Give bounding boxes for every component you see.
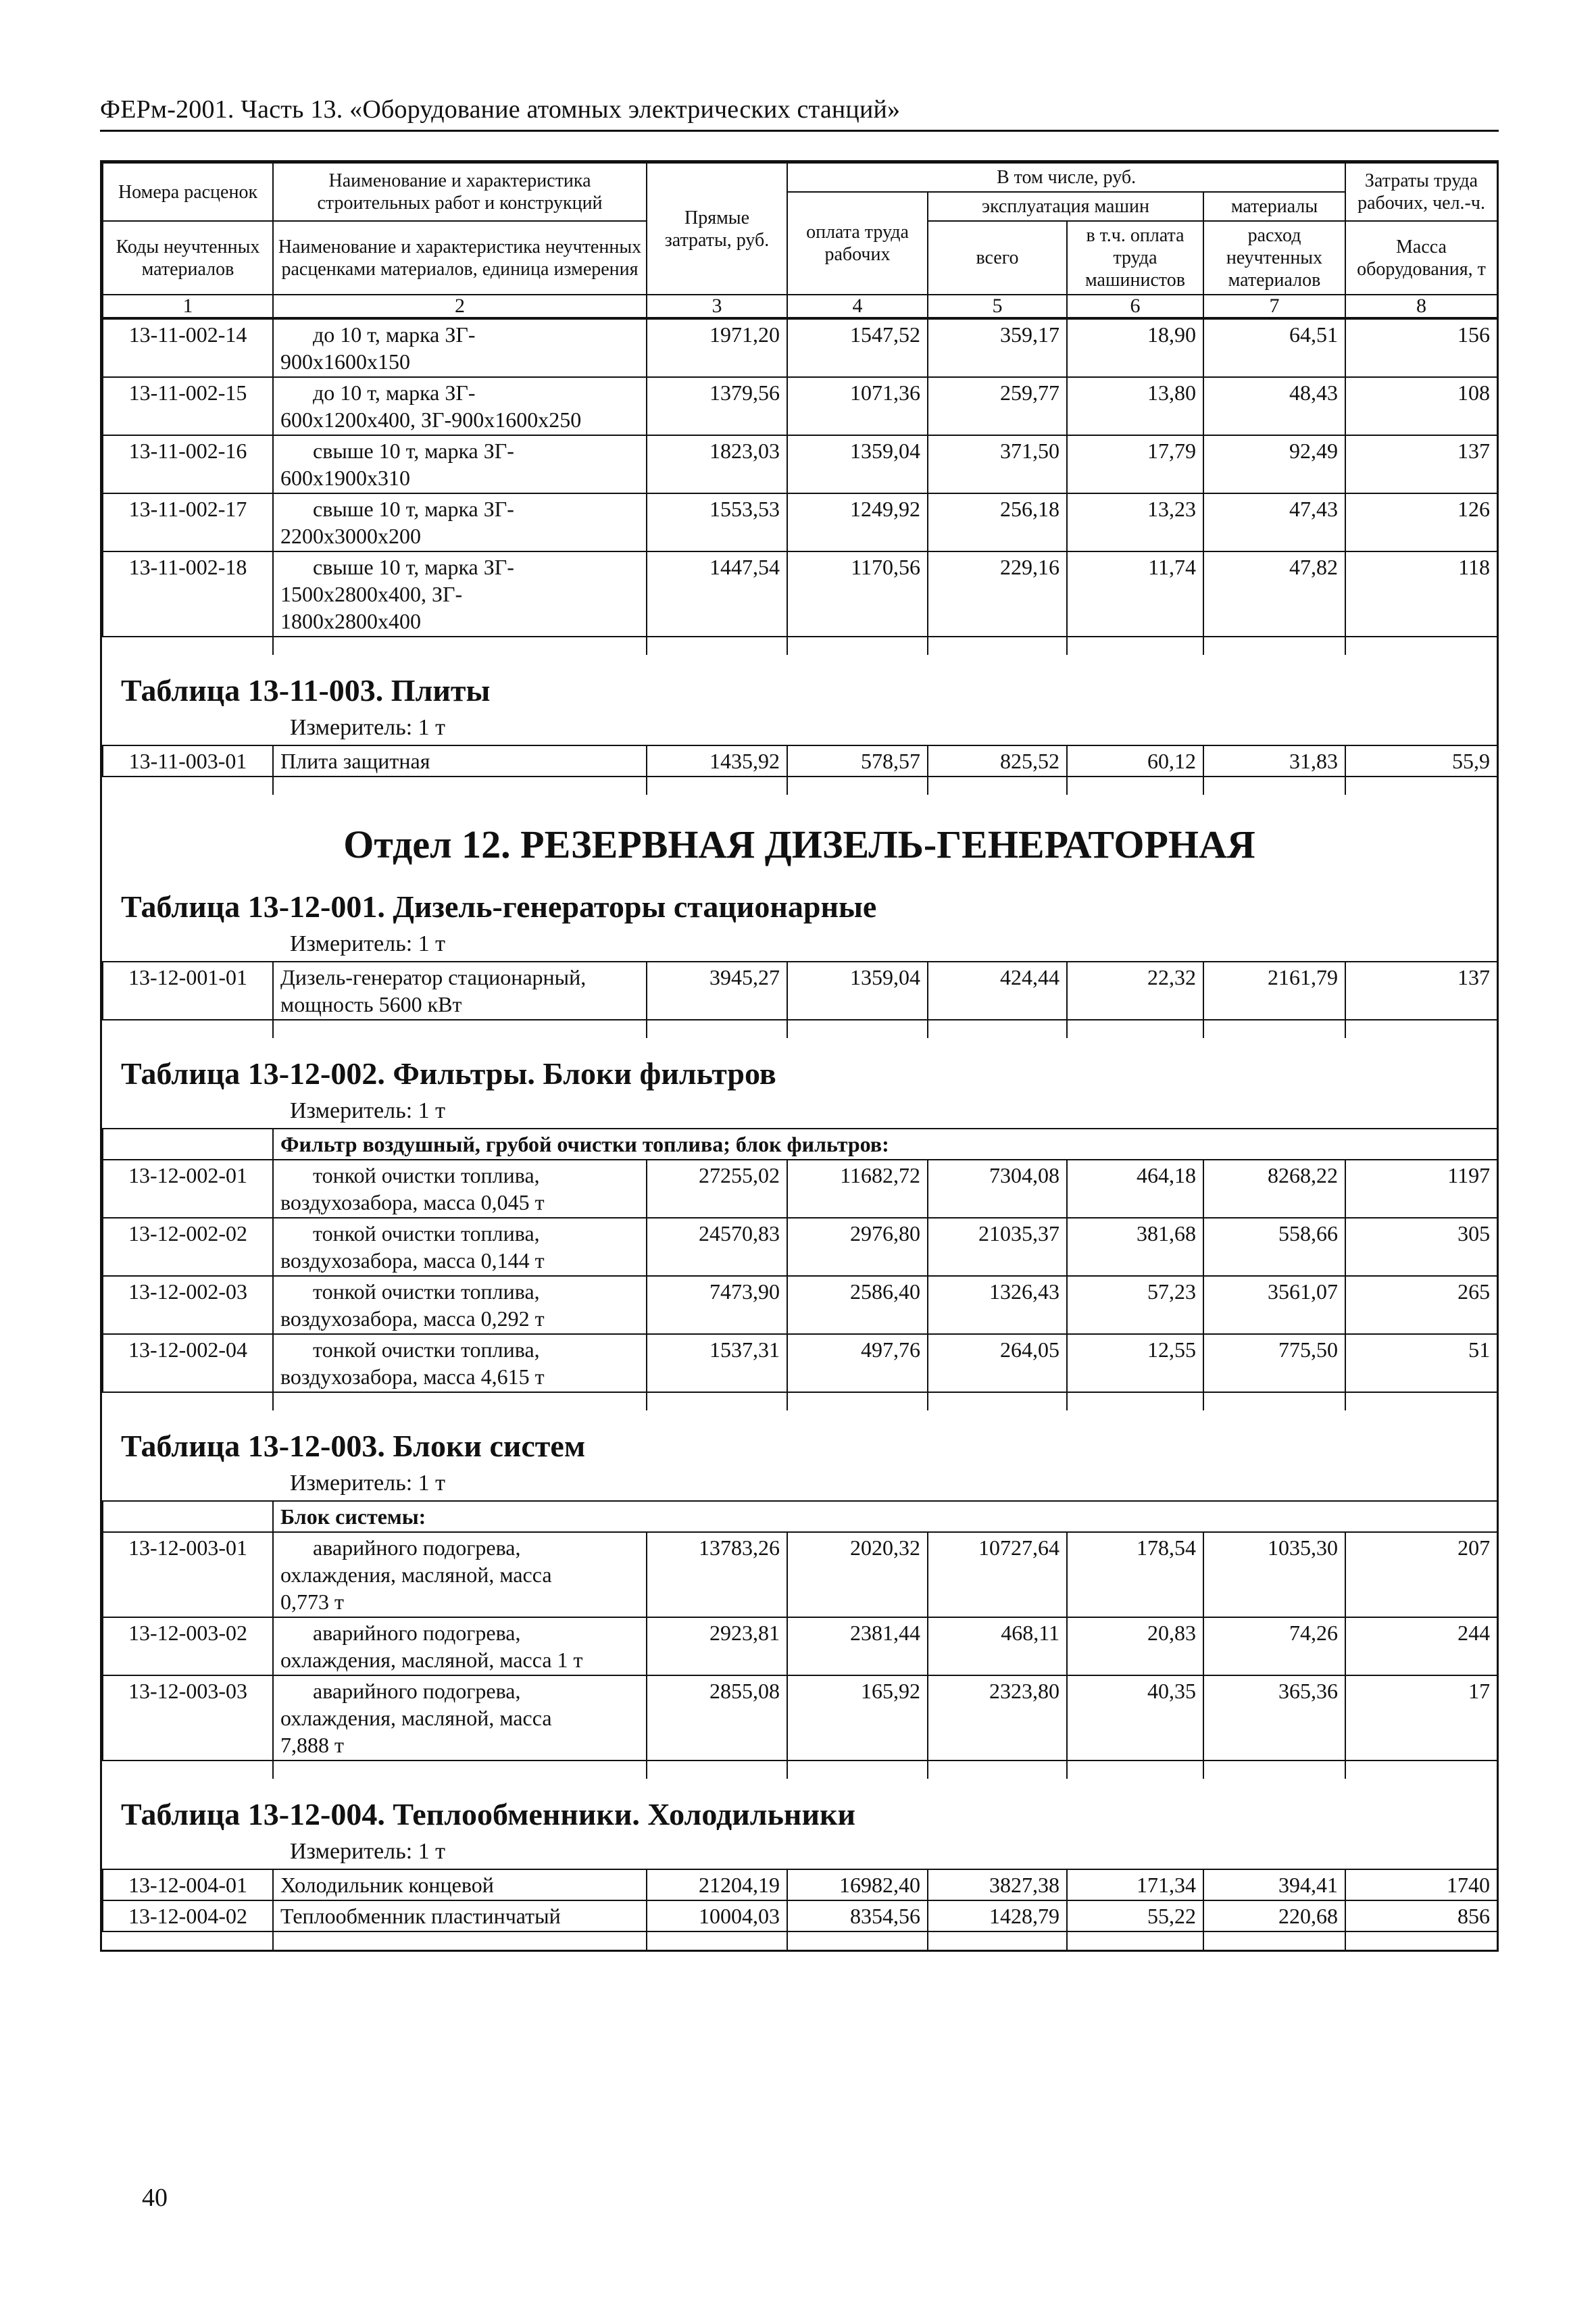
labor-pay-value: 1071,36 (787, 377, 928, 435)
page-number: 40 (142, 2184, 168, 2212)
rate-description (273, 493, 647, 551)
rate-description (273, 319, 647, 377)
spacer-row (103, 637, 1497, 655)
spacer-cell (1067, 1020, 1203, 1038)
spacer-cell (1203, 637, 1345, 655)
labor-pay-value: 2976,80 (787, 1218, 928, 1276)
header-unaccounted-materials: расход неучтенных материалов (1203, 221, 1345, 295)
rate-code: 13-11-002-16 (103, 435, 273, 493)
operators-pay-value: 40,35 (1067, 1675, 1203, 1761)
column-number: 7 (1203, 295, 1345, 318)
spacer-cell (928, 777, 1067, 795)
materials-value: 48,43 (1203, 377, 1345, 435)
description-line: Холодильник концевой (280, 1873, 494, 1897)
direct-costs-value: 21204,19 (647, 1869, 787, 1900)
table-row (103, 1617, 1497, 1675)
labor-pay-value: 1170,56 (787, 551, 928, 637)
spacer-cell (1345, 1392, 1497, 1410)
column-number: 6 (1067, 295, 1203, 318)
operators-pay-value: 20,83 (1067, 1617, 1203, 1675)
spacer-cell (1203, 1931, 1345, 1950)
description-line: до 10 т, марка ЗГ- (313, 322, 476, 347)
machines-total-value: 371,50 (928, 435, 1067, 493)
table-row (103, 745, 1497, 777)
description-line: охлаждения, масляной, масса (280, 1562, 552, 1587)
labor-hours-value: 244 (1345, 1617, 1497, 1675)
machines-total-value: 1428,79 (928, 1900, 1067, 1931)
machines-total-value: 256,18 (928, 493, 1067, 551)
spacer-cell (1203, 777, 1345, 795)
rate-description (273, 551, 647, 637)
rate-code: 13-11-002-14 (103, 319, 273, 377)
materials-value: 31,83 (1203, 745, 1345, 777)
labor-hours-value: 207 (1345, 1532, 1497, 1617)
column-number: 5 (928, 295, 1067, 318)
machines-total-value: 424,44 (928, 962, 1067, 1020)
machines-total-value: 359,17 (928, 319, 1067, 377)
table-row (103, 1869, 1497, 1900)
labor-pay-value: 1547,52 (787, 319, 928, 377)
direct-costs-value: 1553,53 (647, 493, 787, 551)
spacer-cell (1203, 1761, 1345, 1779)
measure-13-12-002: Измеритель: 1 т (290, 1098, 446, 1123)
materials-value: 74,26 (1203, 1617, 1345, 1675)
description-line: аварийного подогрева, (313, 1679, 521, 1703)
spacer-row (103, 1761, 1497, 1779)
labor-pay-value: 16982,40 (787, 1869, 928, 1900)
description-line: тонкой очистки топлива, (313, 1163, 540, 1187)
description-line: воздухозабора, масса 0,144 т (280, 1248, 545, 1273)
rate-code: 13-12-003-02 (103, 1617, 273, 1675)
spacer-cell (103, 637, 273, 655)
rate-code: 13-12-002-02 (103, 1218, 273, 1276)
rate-code: 13-11-002-17 (103, 493, 273, 551)
rows-13-12-003 (102, 1500, 1498, 1779)
materials-value: 47,43 (1203, 493, 1345, 551)
running-header: ФЕРм-2001. Часть 13. «Оборудование атомных электрических станций» (100, 95, 1499, 132)
spacer-cell (1067, 1392, 1203, 1410)
rate-code: 13-12-002-04 (103, 1334, 273, 1392)
direct-costs-value: 3945,27 (647, 962, 787, 1020)
rate-code: 13-12-004-02 (103, 1900, 273, 1931)
header-including: В том числе, руб. (787, 163, 1345, 192)
materials-value: 775,50 (1203, 1334, 1345, 1392)
description-line: свыше 10 т, марка ЗГ- (313, 497, 514, 521)
operators-pay-value: 13,80 (1067, 377, 1203, 435)
materials-value: 1035,30 (1203, 1532, 1345, 1617)
materials-value: 47,82 (1203, 551, 1345, 637)
description-line: 1800х2800х400 (280, 609, 421, 633)
operators-pay-value: 18,90 (1067, 319, 1203, 377)
description-line: 2200х3000х200 (280, 524, 421, 548)
rate-description (273, 1617, 647, 1675)
table-title-13-12-002: Таблица 13-12-002. Фильтры. Блоки фильтров (121, 1056, 776, 1091)
materials-value: 3561,07 (1203, 1276, 1345, 1334)
description-line: 900х1600х150 (280, 349, 410, 374)
table-row (103, 1218, 1497, 1276)
spacer-cell (103, 1761, 273, 1779)
operators-pay-value: 17,79 (1067, 435, 1203, 493)
labor-hours-value: 55,9 (1345, 745, 1497, 777)
rate-code: 13-12-003-03 (103, 1675, 273, 1761)
column-number: 1 (103, 295, 273, 318)
spacer-cell (928, 1392, 1067, 1410)
group-code-cell (103, 1501, 273, 1532)
spacer-cell (1345, 777, 1497, 795)
rows-13-12-002 (102, 1128, 1498, 1410)
spacer-cell (273, 1392, 647, 1410)
spacer-cell (647, 1020, 787, 1038)
spacer-cell (103, 1931, 273, 1950)
description-line: охлаждения, масляной, масса 1 т (280, 1648, 583, 1672)
labor-hours-value: 1197 (1345, 1160, 1497, 1218)
operators-pay-value: 178,54 (1067, 1532, 1203, 1617)
rate-description (273, 1276, 647, 1334)
header-labor-pay: оплата труда рабочих (787, 192, 928, 295)
column-header-table (102, 162, 1498, 318)
rate-description (273, 377, 647, 435)
header-material-codes: Коды неучтенных материалов (103, 221, 273, 295)
group-heading: Блок системы: (273, 1501, 1497, 1532)
operators-pay-value: 55,22 (1067, 1900, 1203, 1931)
materials-value: 558,66 (1203, 1218, 1345, 1276)
direct-costs-value: 24570,83 (647, 1218, 787, 1276)
spacer-cell (1345, 1931, 1497, 1950)
direct-costs-value: 27255,02 (647, 1160, 787, 1218)
labor-pay-value: 497,76 (787, 1334, 928, 1392)
operators-pay-value: 57,23 (1067, 1276, 1203, 1334)
description-line: Теплообменник пластинчатый (280, 1904, 561, 1928)
header-equipment-mass: Масса оборудования, т (1345, 221, 1497, 295)
labor-hours-value: 118 (1345, 551, 1497, 637)
labor-pay-value: 8354,56 (787, 1900, 928, 1931)
header-material-names: Наименование и характеристика неучтенных расценками материалов, единица измерения (273, 221, 647, 295)
operators-pay-value: 171,34 (1067, 1869, 1203, 1900)
rate-description (273, 1675, 647, 1761)
description-line: аварийного подогрева, (313, 1535, 521, 1560)
spacer-cell (103, 1392, 273, 1410)
labor-pay-value: 2381,44 (787, 1617, 928, 1675)
spacer-cell (787, 1931, 928, 1950)
direct-costs-value: 2855,08 (647, 1675, 787, 1761)
description-line: 600х1200х400, ЗГ-900х1600х250 (280, 408, 582, 432)
labor-hours-value: 265 (1345, 1276, 1497, 1334)
table-row (103, 1334, 1497, 1392)
spacer-row (103, 1931, 1497, 1950)
header-machines: эксплуатация машин (928, 192, 1203, 221)
direct-costs-value: 1447,54 (647, 551, 787, 637)
rate-description (273, 1218, 647, 1276)
description-line: 1500х2800х400, ЗГ- (280, 582, 463, 606)
rows-13-12-004 (102, 1869, 1498, 1950)
labor-hours-value: 108 (1345, 377, 1497, 435)
machines-total-value: 2323,80 (928, 1675, 1067, 1761)
rate-code: 13-12-001-01 (103, 962, 273, 1020)
column-number: 4 (787, 295, 928, 318)
labor-pay-value: 1359,04 (787, 435, 928, 493)
spacer-cell (647, 1392, 787, 1410)
labor-hours-value: 51 (1345, 1334, 1497, 1392)
spacer-cell (928, 637, 1067, 655)
measure-13-12-003: Измеритель: 1 т (290, 1471, 446, 1496)
rates-frame (100, 160, 1499, 1952)
column-number: 3 (647, 295, 787, 318)
measure-13-12-001: Измеритель: 1 т (290, 931, 446, 956)
machines-total-value: 468,11 (928, 1617, 1067, 1675)
operators-pay-value: 464,18 (1067, 1160, 1203, 1218)
rate-description (273, 962, 647, 1020)
rate-description (273, 1869, 647, 1900)
rows-13-12-001 (102, 961, 1498, 1038)
spacer-cell (1067, 1761, 1203, 1779)
machines-total-value: 10727,64 (928, 1532, 1067, 1617)
machines-total-value: 1326,43 (928, 1276, 1067, 1334)
table-row (103, 1675, 1497, 1761)
description-line: воздухозабора, масса 4,615 т (280, 1364, 545, 1389)
spacer-cell (647, 1931, 787, 1950)
document-page (100, 95, 1499, 1952)
operators-pay-value: 11,74 (1067, 551, 1203, 637)
description-line: мощность 5600 кВт (280, 992, 462, 1016)
spacer-cell (1067, 637, 1203, 655)
rate-description (273, 1160, 647, 1218)
operators-pay-value: 13,23 (1067, 493, 1203, 551)
rate-code: 13-11-003-01 (103, 745, 273, 777)
materials-value: 2161,79 (1203, 962, 1345, 1020)
description-line: охлаждения, масляной, масса (280, 1706, 552, 1730)
spacer-cell (103, 777, 273, 795)
labor-hours-value: 17 (1345, 1675, 1497, 1761)
table-row (103, 493, 1497, 551)
table-row (103, 1900, 1497, 1931)
table-row (103, 319, 1497, 377)
spacer-cell (1067, 777, 1203, 795)
direct-costs-value: 1537,31 (647, 1334, 787, 1392)
spacer-cell (647, 1761, 787, 1779)
group-row (103, 1501, 1497, 1532)
spacer-cell (273, 777, 647, 795)
header-operators-pay: в т.ч. оплата труда машинистов (1067, 221, 1203, 295)
rate-code: 13-12-002-03 (103, 1276, 273, 1334)
spacer-cell (647, 777, 787, 795)
operators-pay-value: 60,12 (1067, 745, 1203, 777)
rate-description (273, 1334, 647, 1392)
direct-costs-value: 10004,03 (647, 1900, 787, 1931)
rate-description (273, 745, 647, 777)
header-labor-costs: Затраты труда рабочих, чел.-ч. (1345, 163, 1497, 221)
machines-total-value: 259,77 (928, 377, 1067, 435)
table-row (103, 435, 1497, 493)
direct-costs-value: 1435,92 (647, 745, 787, 777)
spacer-cell (787, 1392, 928, 1410)
measure-13-12-004: Измеритель: 1 т (290, 1839, 446, 1864)
labor-pay-value: 2020,32 (787, 1532, 928, 1617)
column-number: 8 (1345, 295, 1497, 318)
operators-pay-value: 22,32 (1067, 962, 1203, 1020)
rows-13-11-002 (102, 318, 1498, 655)
header-rate-numbers: Номера расценок (103, 163, 273, 221)
operators-pay-value: 381,68 (1067, 1218, 1203, 1276)
rate-description (273, 1900, 647, 1931)
rate-code: 13-12-004-01 (103, 1869, 273, 1900)
direct-costs-value: 2923,81 (647, 1617, 787, 1675)
machines-total-value: 3827,38 (928, 1869, 1067, 1900)
materials-value: 220,68 (1203, 1900, 1345, 1931)
description-line: свыше 10 т, марка ЗГ- (313, 555, 514, 579)
table-title-13-12-004: Таблица 13-12-004. Теплообменники. Холодильники (121, 1797, 855, 1831)
header-machines-total: всего (928, 221, 1067, 295)
spacer-row (103, 1020, 1497, 1038)
direct-costs-value: 13783,26 (647, 1532, 787, 1617)
rate-code: 13-11-002-18 (103, 551, 273, 637)
labor-pay-value: 11682,72 (787, 1160, 928, 1218)
spacer-cell (273, 1020, 647, 1038)
header-work-name: Наименование и характеристика строительных работ и конструкций (273, 163, 647, 221)
spacer-cell (787, 777, 928, 795)
rows-13-11-003 (102, 745, 1498, 795)
description-line: воздухозабора, масса 0,292 т (280, 1306, 545, 1331)
labor-hours-value: 156 (1345, 319, 1497, 377)
labor-pay-value: 578,57 (787, 745, 928, 777)
labor-pay-value: 2586,40 (787, 1276, 928, 1334)
spacer-row (103, 1392, 1497, 1410)
column-number: 2 (273, 295, 647, 318)
rate-description (273, 1532, 647, 1617)
spacer-cell (273, 1761, 647, 1779)
spacer-cell (103, 1020, 273, 1038)
table-row (103, 1276, 1497, 1334)
direct-costs-value: 1823,03 (647, 435, 787, 493)
machines-total-value: 825,52 (928, 745, 1067, 777)
header-materials: материалы (1203, 192, 1345, 221)
labor-pay-value: 165,92 (787, 1675, 928, 1761)
spacer-cell (787, 1761, 928, 1779)
description-line: до 10 т, марка ЗГ- (313, 380, 476, 405)
spacer-cell (787, 1020, 928, 1038)
machines-total-value: 229,16 (928, 551, 1067, 637)
group-row (103, 1129, 1497, 1160)
table-title-13-11-003: Таблица 13-11-003. Плиты (121, 673, 491, 708)
materials-value: 64,51 (1203, 319, 1345, 377)
table-row (103, 377, 1497, 435)
description-line: тонкой очистки топлива, (313, 1221, 540, 1246)
group-heading: Фильтр воздушный, грубой очистки топлива; блок фильтров: (273, 1129, 1497, 1160)
table-row (103, 1532, 1497, 1617)
rate-code: 13-12-002-01 (103, 1160, 273, 1218)
materials-value: 92,49 (1203, 435, 1345, 493)
description-line: свыше 10 т, марка ЗГ- (313, 439, 514, 463)
labor-hours-value: 126 (1345, 493, 1497, 551)
table-row (103, 1160, 1497, 1218)
spacer-row (103, 777, 1497, 795)
measure-13-11-003: Измеритель: 1 т (290, 715, 446, 740)
labor-pay-value: 1359,04 (787, 962, 928, 1020)
spacer-cell (273, 1931, 647, 1950)
direct-costs-value: 1971,20 (647, 319, 787, 377)
spacer-cell (1345, 1020, 1497, 1038)
operators-pay-value: 12,55 (1067, 1334, 1203, 1392)
description-line: тонкой очистки топлива, (313, 1279, 540, 1304)
spacer-cell (1203, 1392, 1345, 1410)
machines-total-value: 7304,08 (928, 1160, 1067, 1218)
machines-total-value: 21035,37 (928, 1218, 1067, 1276)
spacer-cell (1203, 1020, 1345, 1038)
table-title-13-12-001: Таблица 13-12-001. Дизель-генераторы стационарные (121, 889, 877, 924)
spacer-cell (647, 637, 787, 655)
direct-costs-value: 1379,56 (647, 377, 787, 435)
labor-hours-value: 1740 (1345, 1869, 1497, 1900)
header-direct-costs: Прямые затраты, руб. (647, 163, 787, 295)
rate-code: 13-11-002-15 (103, 377, 273, 435)
description-line: Плита защитная (280, 749, 430, 773)
description-line: аварийного подогрева, (313, 1621, 521, 1645)
labor-pay-value: 1249,92 (787, 493, 928, 551)
section-title: Отдел 12. РЕЗЕРВНАЯ ДИЗЕЛЬ-ГЕНЕРАТОРНАЯ (343, 822, 1255, 866)
labor-hours-value: 137 (1345, 962, 1497, 1020)
description-line: 7,888 т (280, 1733, 344, 1757)
description-line: 0,773 т (280, 1590, 344, 1614)
description-line: 600х1900х310 (280, 466, 410, 490)
table-row (103, 551, 1497, 637)
rate-description (273, 435, 647, 493)
direct-costs-value: 7473,90 (647, 1276, 787, 1334)
machines-total-value: 264,05 (928, 1334, 1067, 1392)
spacer-cell (928, 1761, 1067, 1779)
spacer-cell (928, 1931, 1067, 1950)
materials-value: 365,36 (1203, 1675, 1345, 1761)
materials-value: 8268,22 (1203, 1160, 1345, 1218)
spacer-cell (928, 1020, 1067, 1038)
spacer-cell (787, 637, 928, 655)
spacer-cell (1345, 1761, 1497, 1779)
labor-hours-value: 137 (1345, 435, 1497, 493)
labor-hours-value: 856 (1345, 1900, 1497, 1931)
rate-code: 13-12-003-01 (103, 1532, 273, 1617)
labor-hours-value: 305 (1345, 1218, 1497, 1276)
materials-value: 394,41 (1203, 1869, 1345, 1900)
table-title-13-12-003: Таблица 13-12-003. Блоки систем (121, 1429, 586, 1463)
spacer-cell (273, 637, 647, 655)
spacer-cell (1067, 1931, 1203, 1950)
description-line: тонкой очистки топлива, (313, 1337, 540, 1362)
description-line: воздухозабора, масса 0,045 т (280, 1190, 545, 1214)
table-row (103, 962, 1497, 1020)
group-code-cell (103, 1129, 273, 1160)
description-line: Дизель-генератор стационарный, (280, 965, 587, 989)
spacer-cell (1345, 637, 1497, 655)
